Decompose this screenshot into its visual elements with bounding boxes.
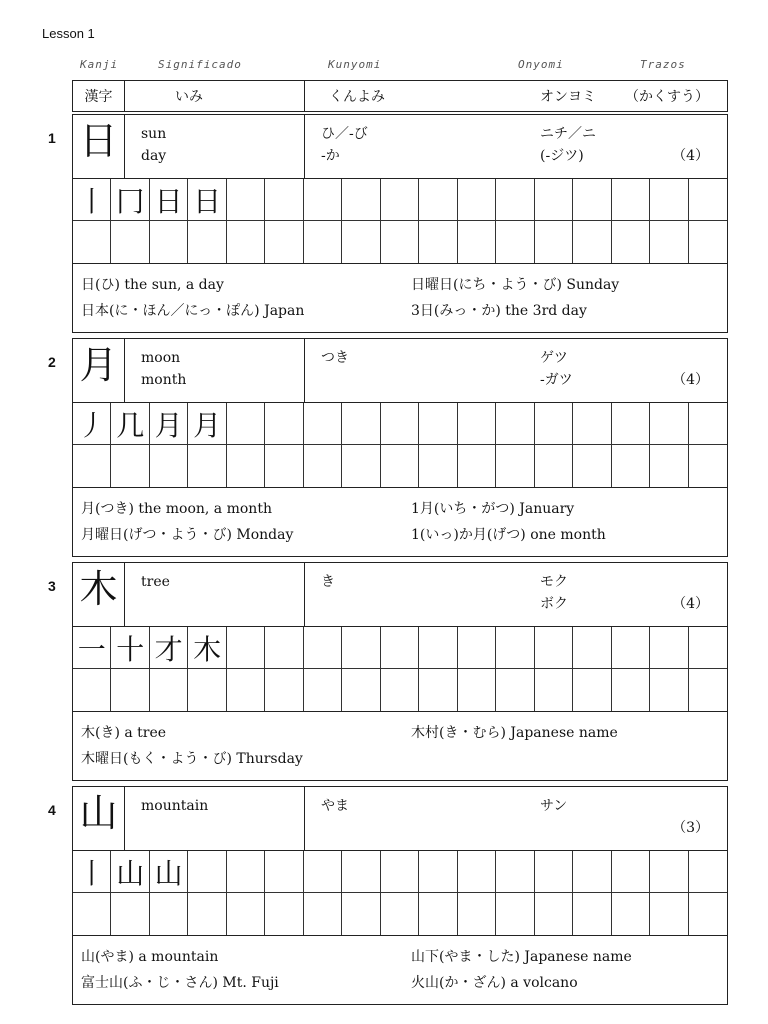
practice-cell[interactable]: [188, 893, 226, 935]
practice-grid: [73, 627, 727, 712]
header-table: [72, 80, 728, 112]
practice-cell[interactable]: [381, 851, 419, 893]
practice-cell[interactable]: [535, 627, 573, 669]
practice-cell[interactable]: [265, 851, 303, 893]
on-reading: [510, 563, 727, 626]
info-row: [73, 115, 727, 179]
practice-cell[interactable]: [573, 445, 611, 487]
example-2: 日曜日(にち・よう・び) Sunday: [411, 277, 620, 293]
practice-cell[interactable]: [650, 669, 688, 711]
practice-cell[interactable]: [612, 403, 650, 445]
practice-cell[interactable]: [304, 627, 342, 669]
practice-cell[interactable]: [650, 627, 688, 669]
practice-cell[interactable]: [573, 669, 611, 711]
meaning: [125, 339, 305, 402]
stroke-count: （4）: [672, 596, 709, 612]
meaning-2: month: [141, 372, 187, 388]
kun-1: き: [321, 574, 335, 590]
practice-cell[interactable]: [458, 669, 496, 711]
practice-cell[interactable]: [304, 179, 342, 221]
example-4: 火山(か・ざん) a volcano: [411, 975, 578, 991]
practice-cell[interactable]: [650, 221, 688, 263]
practice-cell[interactable]: [342, 445, 380, 487]
practice-grid: [73, 179, 727, 264]
practice-cell[interactable]: [227, 627, 265, 669]
practice-cell[interactable]: [304, 221, 342, 263]
on-2: ボク: [540, 596, 568, 612]
practice-cell[interactable]: [612, 851, 650, 893]
practice-cell[interactable]: [227, 221, 265, 263]
practice-cell[interactable]: [73, 893, 111, 935]
header-on: [510, 81, 727, 111]
practice-cell[interactable]: [573, 179, 611, 221]
practice-cell[interactable]: [535, 893, 573, 935]
practice-cell[interactable]: [381, 669, 419, 711]
section-number: 4: [48, 802, 56, 818]
practice-cell[interactable]: [265, 627, 303, 669]
kun-reading: [305, 339, 510, 402]
practice-grid: [73, 851, 727, 936]
practice-cell[interactable]: [650, 851, 688, 893]
practice-cell[interactable]: [265, 669, 303, 711]
practice-cell[interactable]: [188, 445, 226, 487]
kanji-section: [48, 114, 728, 333]
practice-cell[interactable]: [458, 403, 496, 445]
practice-cell[interactable]: 丨: [73, 851, 111, 893]
practice-cell[interactable]: [419, 669, 457, 711]
practice-cell[interactable]: [573, 221, 611, 263]
header-strokes-label: （かくすう）: [625, 89, 709, 105]
example-3: 日本(に・ほん／にっ・ぽん) Japan: [81, 303, 305, 319]
practice-cell[interactable]: [573, 893, 611, 935]
practice-cell[interactable]: [496, 179, 534, 221]
practice-cell[interactable]: [150, 669, 188, 711]
practice-cell[interactable]: [689, 445, 727, 487]
practice-cell[interactable]: [381, 893, 419, 935]
examples: [73, 712, 727, 780]
practice-cell[interactable]: [535, 669, 573, 711]
meaning-2: day: [141, 148, 167, 164]
practice-cell[interactable]: [612, 669, 650, 711]
section-box: [72, 338, 728, 557]
practice-cell[interactable]: [689, 179, 727, 221]
practice-cell[interactable]: [111, 445, 149, 487]
main-kanji: 木: [73, 563, 125, 626]
kun-reading: [305, 563, 510, 626]
practice-cell[interactable]: [265, 221, 303, 263]
stroke-count: （4）: [672, 372, 709, 388]
example-1: 日(ひ) the sun, a day: [81, 277, 224, 293]
practice-cell[interactable]: [650, 445, 688, 487]
handwritten-onyomi: Onyomi: [518, 58, 564, 71]
practice-cell[interactable]: [381, 403, 419, 445]
practice-cell[interactable]: [150, 893, 188, 935]
practice-cell[interactable]: [650, 179, 688, 221]
handwritten-significado: Significado: [158, 58, 242, 71]
section-box: [72, 786, 728, 1005]
practice-cell[interactable]: [689, 627, 727, 669]
practice-cell[interactable]: [227, 445, 265, 487]
stroke-count: （3）: [672, 820, 709, 836]
practice-cell[interactable]: [612, 893, 650, 935]
practice-cell[interactable]: [265, 403, 303, 445]
practice-cell[interactable]: [458, 851, 496, 893]
examples: [73, 936, 727, 1004]
kun-1: ひ／-び: [321, 126, 368, 142]
practice-cell[interactable]: [689, 893, 727, 935]
on-2: (-ジツ): [540, 148, 584, 164]
practice-cell[interactable]: [573, 627, 611, 669]
practice-cell[interactable]: [381, 445, 419, 487]
practice-cell[interactable]: [419, 893, 457, 935]
header-imi: いみ: [125, 81, 305, 111]
practice-cell[interactable]: [535, 179, 573, 221]
handwritten-kanji: Kanji: [80, 58, 119, 71]
practice-cell[interactable]: [227, 893, 265, 935]
practice-cell[interactable]: [612, 445, 650, 487]
practice-cell[interactable]: 才: [150, 627, 188, 669]
lesson-title: Lesson 1: [42, 26, 95, 41]
header-kun: くんよみ: [329, 89, 385, 105]
practice-cell[interactable]: 丿: [73, 403, 111, 445]
section-box: [72, 562, 728, 781]
practice-cell[interactable]: 木: [188, 627, 226, 669]
main-kanji: 山: [73, 787, 125, 850]
practice-cell[interactable]: [342, 669, 380, 711]
practice-cell[interactable]: [689, 669, 727, 711]
practice-cell[interactable]: [265, 445, 303, 487]
practice-cell[interactable]: 山: [150, 851, 188, 893]
practice-cell[interactable]: [535, 851, 573, 893]
practice-cell[interactable]: [304, 445, 342, 487]
main-kanji: 日: [73, 115, 125, 178]
on-1: サン: [540, 798, 568, 814]
kanji-section: [48, 338, 728, 557]
meaning-1: moon: [141, 350, 181, 366]
practice-cell[interactable]: [73, 669, 111, 711]
example-1: 木(き) a tree: [81, 725, 167, 741]
info-row: [73, 787, 727, 851]
practice-cell[interactable]: [496, 851, 534, 893]
meaning: [125, 115, 305, 178]
practice-cell[interactable]: [265, 179, 303, 221]
practice-cell[interactable]: [73, 445, 111, 487]
meaning-1: sun: [141, 126, 167, 142]
example-2: 木村(き・むら) Japanese name: [411, 725, 618, 741]
kun-reading: [305, 115, 510, 178]
kun-2: -か: [321, 148, 340, 164]
section-number: 3: [48, 578, 56, 594]
practice-cell[interactable]: 一: [73, 627, 111, 669]
practice-cell[interactable]: [188, 669, 226, 711]
practice-cell[interactable]: [227, 669, 265, 711]
practice-cell[interactable]: [496, 403, 534, 445]
handwritten-trazos: Trazos: [640, 58, 686, 71]
practice-cell[interactable]: [111, 221, 149, 263]
example-3: 月曜日(げつ・よう・び) Monday: [81, 527, 294, 543]
practice-cell[interactable]: [150, 445, 188, 487]
practice-cell[interactable]: [342, 221, 380, 263]
practice-cell[interactable]: [419, 403, 457, 445]
on-reading: [510, 115, 727, 178]
practice-cell[interactable]: [458, 893, 496, 935]
practice-cell[interactable]: [342, 627, 380, 669]
practice-grid: [73, 403, 727, 488]
practice-cell[interactable]: [304, 851, 342, 893]
section-number: 2: [48, 354, 56, 370]
practice-cell[interactable]: 十: [111, 627, 149, 669]
practice-cell[interactable]: [342, 893, 380, 935]
practice-cell[interactable]: [188, 851, 226, 893]
example-2: 山下(やま・した) Japanese name: [411, 949, 632, 965]
practice-cell[interactable]: [419, 445, 457, 487]
practice-cell[interactable]: 几: [111, 403, 149, 445]
practice-cell[interactable]: [458, 179, 496, 221]
info-row: [73, 563, 727, 627]
practice-cell[interactable]: [227, 179, 265, 221]
practice-cell[interactable]: [381, 627, 419, 669]
main-kanji: 月: [73, 339, 125, 402]
meaning-1: mountain: [141, 798, 209, 814]
meaning: [125, 563, 305, 626]
practice-cell[interactable]: 日: [150, 179, 188, 221]
on-2: -ガツ: [540, 372, 573, 388]
example-1: 山(やま) a mountain: [81, 949, 219, 965]
example-2: 1月(いち・がつ) January: [411, 501, 575, 517]
practice-cell[interactable]: [188, 221, 226, 263]
practice-cell[interactable]: [535, 445, 573, 487]
practice-cell[interactable]: [265, 893, 303, 935]
practice-cell[interactable]: [419, 851, 457, 893]
on-reading: [510, 339, 727, 402]
practice-cell[interactable]: [111, 669, 149, 711]
example-4: 1(いっ)か月(げつ) one month: [411, 527, 606, 543]
practice-cell[interactable]: [689, 851, 727, 893]
examples: [73, 488, 727, 556]
example-3: 富士山(ふ・じ・さん) Mt. Fuji: [81, 975, 279, 991]
practice-cell[interactable]: [342, 403, 380, 445]
practice-cell[interactable]: [612, 179, 650, 221]
example-4: 3日(みっ・か) the 3rd day: [411, 303, 587, 319]
practice-cell[interactable]: [458, 445, 496, 487]
practice-cell[interactable]: [612, 627, 650, 669]
practice-cell[interactable]: [496, 627, 534, 669]
example-1: 月(つき) the moon, a month: [81, 501, 272, 517]
practice-cell[interactable]: 月: [188, 403, 226, 445]
practice-cell[interactable]: [689, 403, 727, 445]
practice-cell[interactable]: [650, 403, 688, 445]
practice-cell[interactable]: [304, 893, 342, 935]
practice-cell[interactable]: [535, 403, 573, 445]
section-number: 1: [48, 130, 56, 146]
practice-cell[interactable]: [496, 669, 534, 711]
handwritten-kunyomi: Kunyomi: [328, 58, 382, 71]
practice-cell[interactable]: 月: [150, 403, 188, 445]
example-3: 木曜日(もく・よう・び) Thursday: [81, 751, 303, 767]
practice-cell[interactable]: [496, 445, 534, 487]
practice-cell[interactable]: [342, 179, 380, 221]
header-kanji: 漢字: [73, 81, 125, 111]
practice-cell[interactable]: [458, 221, 496, 263]
practice-cell[interactable]: [227, 403, 265, 445]
practice-cell[interactable]: [458, 627, 496, 669]
practice-cell[interactable]: [573, 403, 611, 445]
stroke-count: （4）: [672, 148, 709, 164]
practice-cell[interactable]: [419, 221, 457, 263]
practice-cell[interactable]: 山: [111, 851, 149, 893]
on-reading: [510, 787, 727, 850]
kun-1: やま: [321, 798, 349, 814]
kanji-section: [48, 786, 728, 1005]
practice-cell[interactable]: [381, 179, 419, 221]
practice-cell[interactable]: [612, 221, 650, 263]
practice-cell[interactable]: [535, 221, 573, 263]
info-row: [73, 339, 727, 403]
on-1: ゲツ: [540, 350, 568, 366]
practice-cell[interactable]: [419, 627, 457, 669]
practice-cell[interactable]: [304, 403, 342, 445]
practice-cell[interactable]: [111, 893, 149, 935]
examples: [73, 264, 727, 332]
section-box: [72, 114, 728, 333]
meaning: [125, 787, 305, 850]
on-1: モク: [540, 574, 568, 590]
on-1: ニチ／ニ: [540, 126, 596, 142]
kun-reading: [305, 787, 510, 850]
practice-cell[interactable]: [304, 669, 342, 711]
practice-cell[interactable]: [227, 851, 265, 893]
practice-cell[interactable]: [689, 221, 727, 263]
practice-cell[interactable]: [496, 893, 534, 935]
header-on-label: オンヨミ: [540, 89, 596, 105]
practice-cell[interactable]: [419, 179, 457, 221]
practice-cell[interactable]: [573, 851, 611, 893]
kun-1: つき: [321, 350, 349, 366]
example-4: [411, 748, 717, 774]
practice-cell[interactable]: [73, 221, 111, 263]
practice-cell[interactable]: [150, 221, 188, 263]
practice-cell[interactable]: [381, 221, 419, 263]
practice-cell[interactable]: 日: [188, 179, 226, 221]
kanji-section: [48, 562, 728, 781]
practice-cell[interactable]: [496, 221, 534, 263]
practice-cell[interactable]: [342, 851, 380, 893]
practice-cell[interactable]: [650, 893, 688, 935]
meaning-1: tree: [141, 574, 170, 590]
practice-cell[interactable]: 冂: [111, 179, 149, 221]
practice-cell[interactable]: 丨: [73, 179, 111, 221]
